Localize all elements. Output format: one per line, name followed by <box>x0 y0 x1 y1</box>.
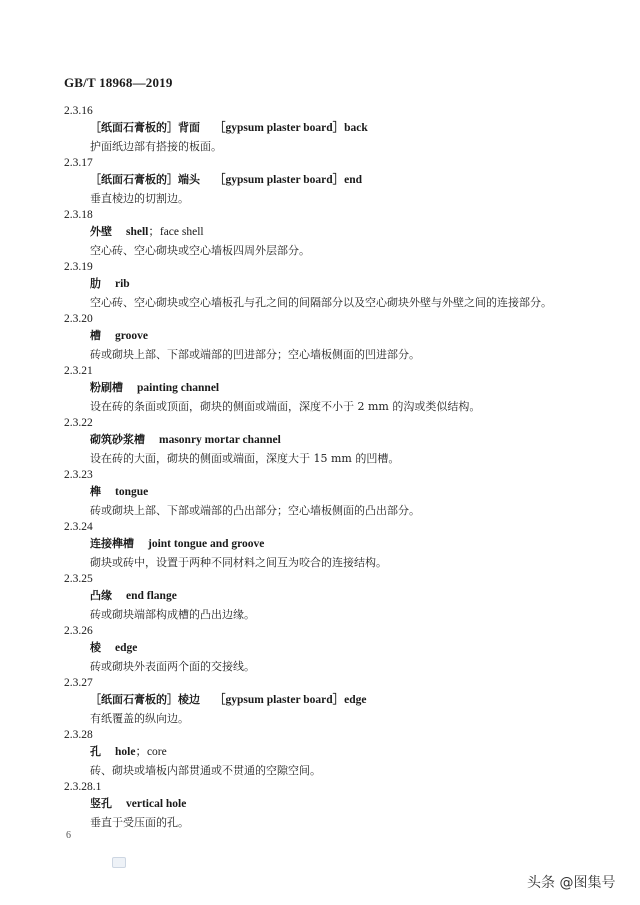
term-en: groove <box>115 330 149 342</box>
stamp-icon <box>112 857 126 868</box>
term-heading <box>90 327 604 345</box>
term-definition: 空心砖、空心砌块或空心墙板四周外层部分。 <box>90 244 310 257</box>
term-definition: 砖或砌块上部、下部或端部的凸出部分；空心墙板侧面的凸出部分。 <box>90 504 420 517</box>
clause-number: 2.3.28.1 <box>64 781 102 793</box>
term-en: vertical hole <box>126 798 187 810</box>
term-zh: ［纸面石膏板的］端头 <box>90 173 200 186</box>
term-entry <box>64 572 604 624</box>
term-heading <box>90 171 604 189</box>
term-zh: 槽 <box>90 329 101 342</box>
term-definition: 砖或砌块上部、下部或端部的凹进部分；空心墙板侧面的凹进部分。 <box>90 348 420 361</box>
term-en: edge <box>115 642 138 654</box>
term-definition: 砖或砌块端部构成槽的凸出边缘。 <box>90 608 255 621</box>
term-en: ［gypsum plaster board］end <box>214 174 363 186</box>
term-heading <box>90 483 604 501</box>
term-zh: 砌筑砂浆槽 <box>90 433 145 446</box>
term-heading <box>90 795 604 813</box>
term-zh: ［纸面石膏板的］棱边 <box>90 693 200 706</box>
term-entry <box>64 780 604 832</box>
term-zh: 连接榫槽 <box>90 537 134 550</box>
term-heading <box>90 535 604 553</box>
term-zh: 粉刷槽 <box>90 381 123 394</box>
term-entry <box>64 364 604 416</box>
term-definition: 砌块或砖中，设置于两种不同材料之间互为咬合的连接结构。 <box>90 556 387 569</box>
term-en: ［gypsum plaster board］back <box>214 122 368 134</box>
term-definition: 空心砖、空心砌块或空心墙板孔与孔之间的间隔部分以及空心砌块外壁与外壁之间的连接部分。 <box>90 296 552 309</box>
term-entry <box>64 260 604 312</box>
standard-code: GB/T 18968—2019 <box>64 75 173 90</box>
term-en: ［gypsum plaster board］edge <box>214 694 367 706</box>
term-zh: 竖孔 <box>90 797 112 810</box>
term-heading <box>90 691 604 709</box>
term-definition: 护面纸边部有搭接的板面。 <box>90 140 222 153</box>
clause-number: 2.3.27 <box>64 677 93 689</box>
term-zh: 孔 <box>90 745 101 758</box>
term-entry <box>64 468 604 520</box>
term-heading <box>90 119 604 137</box>
term-zh: 外壁 <box>90 225 112 238</box>
term-zh: 肋 <box>90 277 101 290</box>
term-en: hole <box>115 746 136 758</box>
clause-number: 2.3.21 <box>64 365 93 377</box>
term-heading <box>90 223 604 241</box>
term-definition: 有纸覆盖的纵向边。 <box>90 712 189 725</box>
clause-number: 2.3.20 <box>64 313 93 325</box>
term-heading <box>90 275 604 293</box>
clause-number: 2.3.18 <box>64 209 93 221</box>
term-definition: 设在砖的大面，砌块的侧面或端面，深度大于 15 mm 的凹槽。 <box>90 452 400 465</box>
term-heading <box>90 431 604 449</box>
term-entry <box>64 208 604 260</box>
term-en: masonry mortar channel <box>159 434 281 446</box>
term-entry <box>64 520 604 572</box>
term-en: shell <box>126 226 149 238</box>
term-zh: 棱 <box>90 641 101 654</box>
term-en: painting channel <box>137 382 220 394</box>
term-en: rib <box>115 278 130 290</box>
term-en: end flange <box>126 590 177 602</box>
clause-number: 2.3.22 <box>64 417 93 429</box>
term-entry <box>64 312 604 364</box>
clause-number: 2.3.25 <box>64 573 93 585</box>
term-zh: ［纸面石膏板的］背面 <box>90 121 200 134</box>
watermark: 头条 @图集号 <box>527 875 616 891</box>
term-heading <box>90 587 604 605</box>
term-alt: ；face shell <box>148 226 204 238</box>
term-definition: 垂直于受压面的孔。 <box>90 816 189 829</box>
clause-number: 2.3.16 <box>64 105 93 117</box>
clause-number: 2.3.23 <box>64 469 93 481</box>
clause-number: 2.3.24 <box>64 521 93 533</box>
term-zh: 榫 <box>90 485 101 498</box>
clause-number: 2.3.28 <box>64 729 93 741</box>
term-heading <box>90 379 604 397</box>
clause-number: 2.3.17 <box>64 157 93 169</box>
term-entry <box>64 416 604 468</box>
term-en: joint tongue and groove <box>148 538 265 550</box>
term-entry <box>64 676 604 728</box>
term-definition: 砖、砌块或墙板内部贯通或不贯通的空隙空间。 <box>90 764 321 777</box>
clause-number: 2.3.19 <box>64 261 93 273</box>
term-entry <box>64 156 604 208</box>
terms-list <box>64 104 604 832</box>
term-entry <box>64 728 604 780</box>
term-definition: 垂直棱边的切割边。 <box>90 192 189 205</box>
term-alt: ；core <box>135 746 167 758</box>
clause-number: 2.3.26 <box>64 625 93 637</box>
term-heading <box>90 639 604 657</box>
page-number: 6 <box>66 830 71 841</box>
term-en: tongue <box>115 486 149 498</box>
term-definition: 砖或砌块外表面两个面的交接线。 <box>90 660 255 673</box>
term-heading <box>90 743 604 761</box>
term-zh: 凸缘 <box>90 589 112 602</box>
term-definition: 设在砖的条面或顶面，砌块的侧面或端面，深度不小于 2 mm 的沟或类似结构。 <box>90 400 481 413</box>
term-entry <box>64 104 604 156</box>
term-entry <box>64 624 604 676</box>
